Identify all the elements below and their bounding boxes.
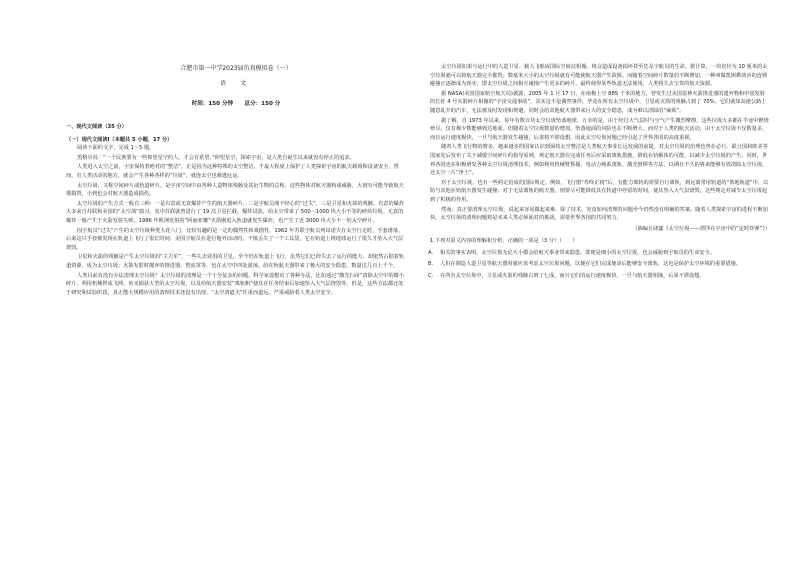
- exam-title: 合肥市第一中学2023届仿真模拟卷（一）: [180, 65, 292, 72]
- left-column: [66, 0, 406, 297]
- option-text: 人们在制造人造卫星等航天器时就应该考虑太空垃圾问题，以便在它们完成使命后能够安全离轨，这也是保护太空环境的重要措施。: [440, 261, 741, 268]
- paragraph: 卫星和火箭的残骸是产生太空垃圾的“主力军”。一些失去效用的卫星，至今仍在轨道上飞行，虽然它们已经失去了运行的能力，却依然占据着轨道资源，成为太空垃圾；火箭发射时抛弃的推进器、整流罩等，也在太空中四处游荡，给在轨航天器带来了极大的安全隐患，数量达几百上千个。: [66, 254, 405, 269]
- option-label: A.: [428, 249, 434, 256]
- paragraph: 人类进入太空之前，宇宙保持着绝对的“整洁”，正是因为这种特殊的太空整洁，才最大程度上保护了人类探索宇宙的航天载荷和设备安全。然而，有人类活动的地方，就会产生各种各样的“垃圾”，就连太空也难逃厄运。: [66, 164, 399, 179]
- option-b: [430, 260, 770, 269]
- option-a: [430, 249, 770, 258]
- section-heading: 一、现代文阅读（35 分）: [66, 124, 127, 130]
- paragraph: 太空垃圾的产生方式一般有三种：一是有意或无意爆炸产生的航天器碎片，二是宇航员漫不经心的“过失”，三是卫星和火箭的残骸。有意的爆炸大多来自苏联和美国的“太空战”演习，其中苏联就曾进行了 19 次卫星拦截、爆炸试验，给太空带来了 500～1000 块大小不等的碎块垃圾。无意的爆炸一般产生于火箭发射失败，1986 年欧洲发射的“阿丽亚娜”火箭刚进入轨道就发生爆炸，也产生了近 3000 块大小不一的太空碎片。: [66, 200, 405, 224]
- exam-meta: 时间：150 分钟 总分：150 分: [191, 101, 281, 107]
- paragraph: 对于太空垃圾，也有一些约定俗成的国际规定。例如，飞行器“寿终正寝”后，有能力离轨的需要自行离轨，到远离常用轨道的“墓地轨道”中，以防与其他在轨航天器发生碰撞；对于无法离轨的航天器，则要尽可能降低其在轨道中停留的时间，使其坠入大气层烧毁。这些规定对减少太空垃圾起到了积极的作用。: [430, 179, 769, 203]
- option-label: B.: [428, 261, 434, 268]
- paragraph: 黑格尔说：“一个民族要有一些仰望星空的人，才会有希望。”仰望星空，探索宇宙，是人类自诞生以来就没有停止的追求。: [77, 154, 355, 161]
- option-text: 相关的事实表明，太空垃圾无论大小都会给航天事业带来隐患，即便是细小的太空垃圾，也会威胁到宇航员的生命安全。: [440, 249, 715, 256]
- option-text: 在所有太空垃圾中，卫星或火箭的残骸占到了七成，而且它们的运行速度极快，一旦与航天器相撞，后果不堪设想。: [440, 273, 705, 280]
- paragraph: 因宇航员“过失”产生的太空垃圾种类五花八门，比较有趣的是一定的偶然性和戏剧性。1962 年苏联宇航员列昂诺夫在太空行走时，手套滑落，后来这只手套被发现在轨道上飞行了很长时间；美国宇航员在进行舱外活动时，不慎丢失了一个工具袋，它在轨道上绕地球运行了很久才坠入大气层烧毁。: [66, 227, 404, 251]
- paragraph: 随着人类飞行物的增多，越来越多的国家认识到保持太空整洁是人类航天事业长远发展的前提，对太空垃圾的治理也势在必行。联合国和欧美等国家先后发布了关于减缓空间碎片的指导原则，规定航天器在完成任务后应采取离轨措施，降低在轨解体的可能，以减少太空垃圾的产生。同时，世界各国也在积极研发各种太空垃圾清理技术，例如利用机械臂抓捕、电动力绳系离轨、激光推移等方法，以期在不久的将来能够有效清除太空垃圾，还太空一片“净土”。: [430, 144, 768, 177]
- paragraph: 太空垃圾如果与运行中的人造卫星、载人飞船或国际空间站相撞，将会造成设备损坏甚至危及宇航员的生命。据计算，一块直径为 10 厘米的太空垃圾就可以将航天器完全摧毁；数毫米大小的太空垃圾就有可能使航天器产生故障。而随着空间碎片数量的不断增加，一种叫做凯斯勒效应的连锁碰撞正逐渐成为现实，即太空垃圾之间相互碰撞产生更多的碎片，最终使得某些轨道无法使用，人类将失去宝贵的航天资源。: [430, 64, 768, 88]
- paragraph: 然而，真正要清理太空垃圾，说起来容易做起来难。除了技术，究竟如何清理的问题至今仍然没有明确的答案。随着人类探索宇宙的进程不断加快，太空垃圾的清理问题将是未来人类必须面对的挑战，需要世界各国的共同努力。: [430, 206, 768, 222]
- source-citation: （摘编自肆鑫《太空垃圾——漂浮在宇宙中的“定时炸弹”》）: [632, 225, 770, 232]
- option-c: [430, 272, 770, 281]
- paragraph: 人类目前有没有办法清理太空垃圾？太空垃圾的清理是一个十分复杂的问题。科学家设想出了各种办法，比如通过“激光扫帚”清除太空中的微小碎片，利用机械臂或飞网、鱼叉捕获大型的太空垃圾，以及给航天器安装“离轨帆”使其在任务结束后加速坠入大气层烧毁等。但是，这些方法都还处于研究和试验阶段，真正能大规模应用的清理技术还没有出现。“太空清道夫”任重而道远，严重威胁着人类太空安全。: [66, 272, 405, 296]
- subsection-heading: （一）现代文阅读Ⅰ（本题共 5 小题，17 分）: [66, 136, 173, 143]
- paragraph: 据了解，自 1973 年以来，每年有数百块太空垃圾坠落地球，万幸的是，由于经过大气层时与空气产生激烈摩擦，这些垃圾大多都在半途中燃烧殆尽，仅有极少数能够到达地面。但随着太空垃圾数量的增加，坠落地面的风险也在不断增大。而对于人类的航天活动，由于太空垃圾不仅数量多，而且运行速度极快，一旦与航天器发生碰撞，后果将不堪设想，因此太空垃圾问题已经引起了世界各国的高度重视。: [430, 117, 769, 141]
- exam-subject: 语 文: [220, 80, 252, 87]
- paragraph: 据 NASA(美国国家航空航天局)披露，2005 年 1 月 17 日，在南极上空 885 千米的地方，曾发生过美国雷神火箭推进器的遗弃物和中国发射的长征 4 号火箭碎片相撞的“宇宙交通事故”，其实这不是偶然事件，毕竟在所有太空垃圾中，卫星或火箭的残骸占到了 70%，它们就如高速公路上随意乱开的汽车，无法被及时发现和规避，同时会给其他航天器带来巨大的安全隐患，成为难以清除的“麻烦”。: [430, 90, 767, 114]
- instruction: 阅读下面的文字，完成 1～5 题。: [77, 145, 155, 152]
- option-label: C.: [428, 273, 434, 280]
- right-column: [430, 0, 770, 281]
- paragraph: 太空垃圾，又称空间碎片或轨道碎片，是宇宙空间中由各种人造物体残骸及其衍生物的总称。这些物体对航天器构成威胁，大到有可能导致航天器损毁，小到也会对航天器造成损伤。: [66, 182, 404, 198]
- question-1: 1.下列对原文内容的理解和分析，正确的一项是（3 分）（ ）: [430, 238, 578, 245]
